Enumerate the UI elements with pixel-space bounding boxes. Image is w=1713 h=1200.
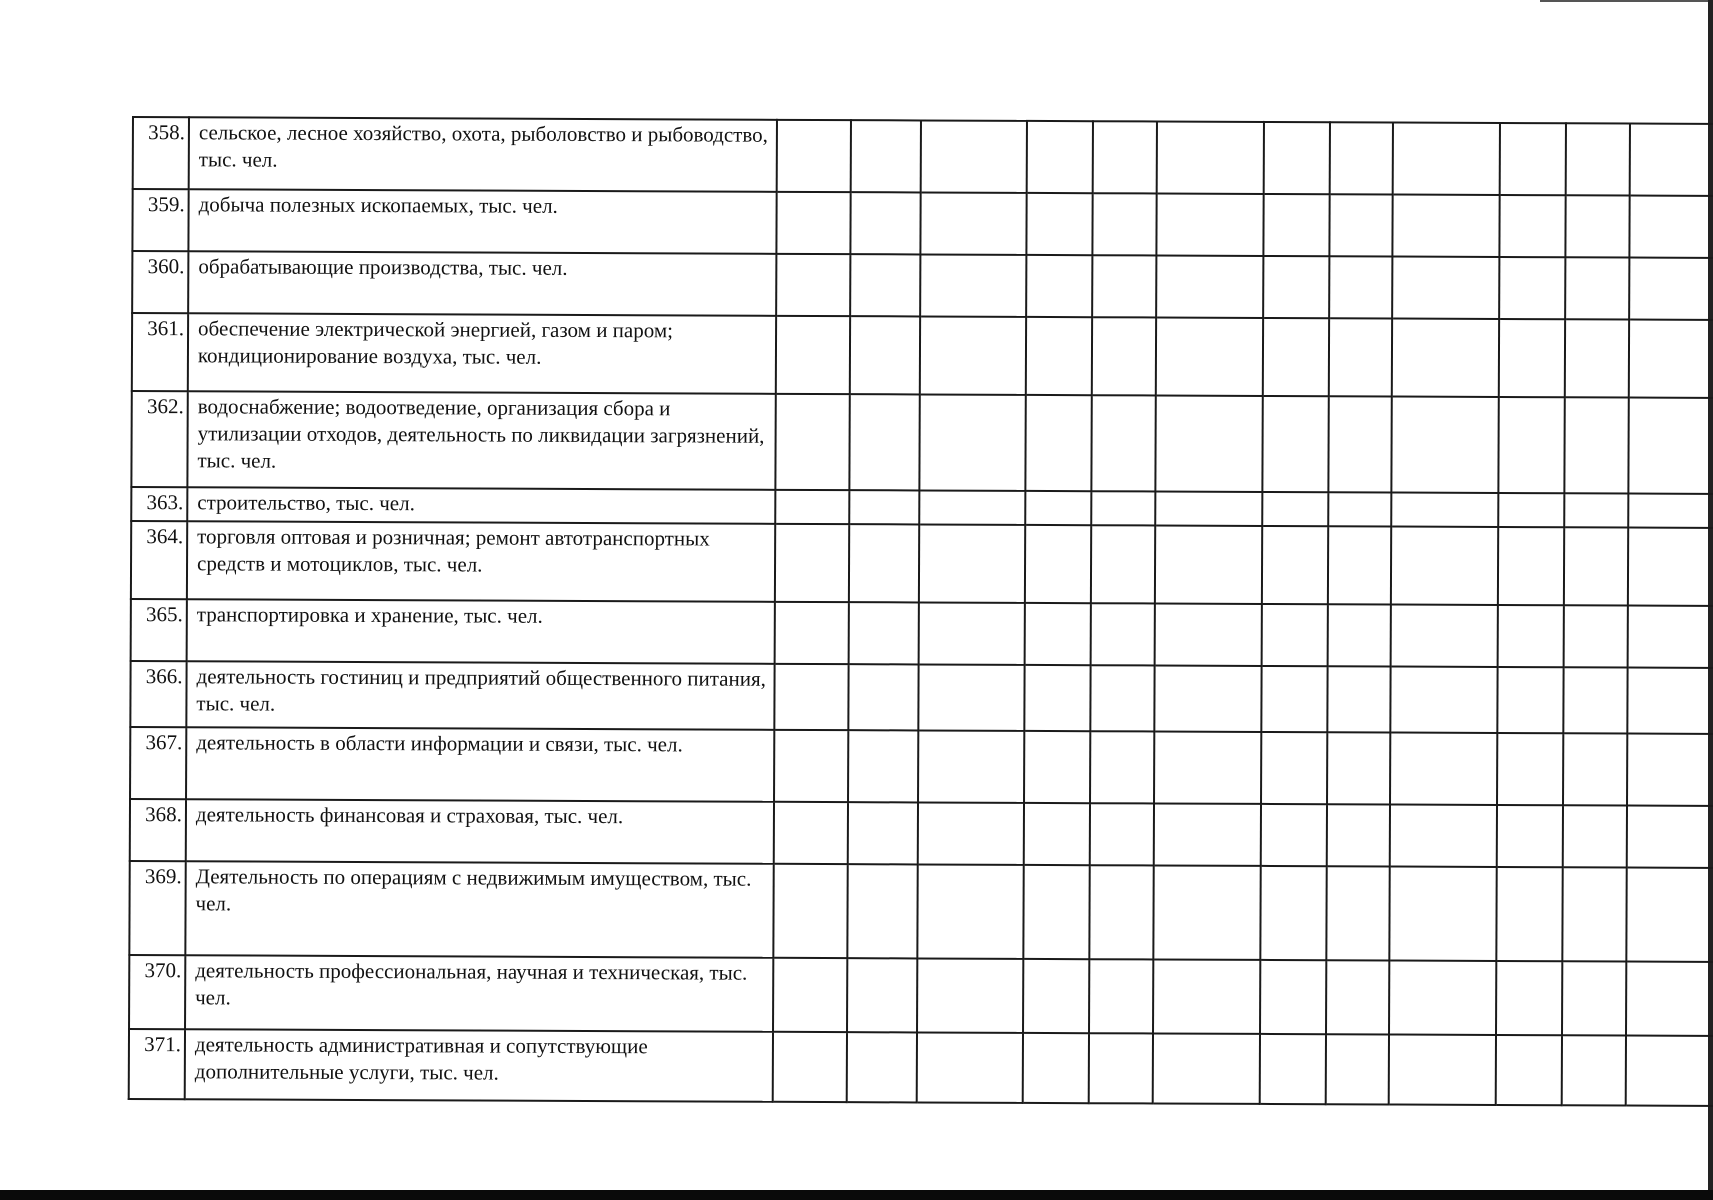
value-cell: [1391, 396, 1498, 492]
value-cell: [1155, 525, 1262, 603]
value-cell: [1563, 805, 1627, 867]
value-cell: [1392, 195, 1499, 257]
value-cell: [775, 602, 849, 664]
value-cell: [1329, 318, 1392, 396]
value-cell: [1627, 668, 1713, 734]
value-cell: [777, 120, 851, 192]
row-number: 359.: [132, 189, 188, 251]
value-cell: [1564, 493, 1628, 527]
table-row: [129, 861, 1713, 962]
value-cell: [850, 254, 920, 316]
value-cell: [1564, 397, 1628, 493]
value-cell: [1089, 959, 1153, 1033]
row-label: деятельность гостиниц и предприятий общественного питания, тыс. чел.: [186, 661, 774, 730]
value-cell: [1092, 255, 1156, 317]
value-cell: [850, 192, 920, 254]
value-cell: [1025, 603, 1091, 665]
value-cell: [773, 1032, 847, 1102]
value-cell: [1628, 528, 1713, 606]
value-cell: [1496, 961, 1562, 1035]
table-row: [129, 1029, 1713, 1106]
value-cell: [921, 120, 1027, 192]
value-cell: [848, 802, 918, 864]
value-cell: [1563, 733, 1627, 805]
row-label: строительство, тыс. чел.: [187, 487, 775, 524]
value-cell: [1627, 806, 1713, 868]
value-cell: [1564, 527, 1628, 605]
value-cell: [917, 864, 1023, 958]
value-cell: [1626, 868, 1713, 962]
value-cell: [1153, 959, 1260, 1033]
value-cell: [1026, 193, 1092, 255]
value-cell: [1328, 492, 1391, 526]
value-cell: [1262, 604, 1328, 666]
value-cell: [1024, 803, 1090, 865]
value-cell: [1157, 121, 1264, 193]
value-cell: [775, 490, 849, 524]
row-label: обрабатывающие производства, тыс. чел.: [188, 251, 776, 316]
value-cell: [847, 864, 917, 958]
value-cell: [849, 490, 919, 524]
value-cell: [919, 394, 1025, 490]
value-cell: [1390, 804, 1497, 866]
value-cell: [1497, 733, 1563, 805]
table-row: [133, 117, 1713, 196]
row-label: деятельность финансовая и страховая, тыс. чел.: [186, 799, 774, 864]
value-cell: [1328, 604, 1391, 666]
value-cell: [1562, 867, 1626, 961]
row-label: водоснабжение; водоотведение, организация сбора и утилизации отходов, деятельность по ликвидации загрязнений, тыс. чел.: [187, 391, 775, 490]
value-cell: [1565, 319, 1629, 397]
value-cell: [775, 394, 849, 490]
row-label: деятельность административная и сопутствующие дополнительные услуги, тыс. чел.: [185, 1029, 773, 1102]
table-row: [130, 799, 1713, 868]
value-cell: [1153, 1033, 1260, 1103]
row-number: 367.: [130, 727, 186, 799]
table-row: [132, 313, 1713, 398]
value-cell: [1566, 123, 1630, 195]
value-cell: [1089, 865, 1153, 959]
value-cell: [917, 1032, 1023, 1102]
scan-edge-bottom: [0, 1190, 1713, 1200]
value-cell: [848, 730, 918, 802]
value-cell: [1262, 492, 1328, 526]
value-cell: [1629, 196, 1713, 258]
row-number: 368.: [130, 799, 186, 861]
value-cell: [1498, 605, 1564, 667]
value-cell: [1154, 665, 1261, 731]
value-cell: [1389, 866, 1496, 960]
value-cell: [918, 664, 1024, 730]
value-cell: [1091, 491, 1155, 525]
row-number: 364.: [131, 521, 187, 599]
value-cell: [1024, 665, 1090, 731]
value-cell: [1498, 527, 1564, 605]
value-cell: [1261, 732, 1327, 804]
value-cell: [919, 602, 1025, 664]
value-cell: [1024, 731, 1090, 803]
row-number: 360.: [132, 251, 188, 313]
value-cell: [919, 524, 1025, 602]
value-cell: [1153, 865, 1260, 959]
table-row: [129, 955, 1713, 1036]
value-cell: [1389, 960, 1496, 1034]
value-cell: [1626, 1036, 1713, 1106]
value-cell: [1562, 1035, 1626, 1105]
scan-edge-top: [1540, 0, 1713, 2]
value-cell: [1156, 193, 1263, 255]
value-cell: [849, 524, 919, 602]
value-cell: [849, 394, 919, 490]
table-row: [131, 521, 1713, 606]
value-cell: [1391, 526, 1498, 604]
value-cell: [920, 254, 1026, 316]
value-cell: [918, 730, 1024, 802]
value-cell: [847, 1032, 917, 1102]
value-cell: [1499, 195, 1565, 257]
value-cell: [1628, 494, 1713, 528]
value-cell: [1025, 395, 1091, 491]
row-number: 358.: [133, 117, 189, 189]
value-cell: [1498, 493, 1564, 527]
value-cell: [776, 192, 850, 254]
table-row: [130, 727, 1713, 806]
value-cell: [1260, 1034, 1326, 1104]
row-label: Деятельность по операциям с недвижимым имуществом, тыс. чел.: [185, 861, 773, 958]
value-cell: [1629, 320, 1713, 398]
value-cell: [1264, 122, 1330, 194]
value-cell: [1565, 195, 1629, 257]
value-cell: [776, 316, 850, 394]
value-cell: [1262, 526, 1328, 604]
value-cell: [1326, 960, 1389, 1034]
row-number: 363.: [131, 487, 187, 521]
value-cell: [1391, 492, 1498, 526]
value-cell: [848, 664, 918, 730]
value-cell: [918, 802, 1024, 864]
value-cell: [1393, 123, 1500, 195]
value-cell: [1093, 121, 1157, 193]
value-cell: [1330, 122, 1393, 194]
row-number: 370.: [129, 955, 185, 1029]
value-cell: [1154, 803, 1261, 865]
value-cell: [1262, 396, 1328, 492]
value-cell: [849, 602, 919, 664]
value-cell: [773, 864, 847, 958]
value-cell: [1156, 317, 1263, 395]
value-cell: [1089, 1033, 1153, 1103]
value-cell: [1025, 491, 1091, 525]
value-cell: [1091, 525, 1155, 603]
value-cell: [919, 490, 1025, 524]
value-cell: [1326, 866, 1389, 960]
value-cell: [1562, 961, 1626, 1035]
value-cell: [1563, 667, 1627, 733]
document-sheet: [128, 116, 1713, 1107]
row-number: 371.: [129, 1029, 185, 1099]
value-cell: [1260, 866, 1326, 960]
value-cell: [1390, 666, 1497, 732]
table-row: [132, 251, 1713, 320]
row-label: деятельность в области информации и связи, тыс. чел.: [186, 727, 774, 802]
value-cell: [1092, 317, 1156, 395]
value-cell: [1498, 397, 1564, 493]
value-cell: [1629, 258, 1713, 320]
row-label: транспортировка и хранение, тыс. чел.: [187, 599, 775, 664]
value-cell: [1090, 731, 1154, 803]
table-row: [131, 599, 1713, 668]
row-number: 362.: [131, 391, 187, 487]
value-cell: [920, 192, 1026, 254]
value-cell: [1155, 395, 1262, 491]
value-cell: [1630, 124, 1713, 196]
value-cell: [1626, 962, 1713, 1036]
value-cell: [1391, 604, 1498, 666]
value-cell: [1497, 805, 1563, 867]
value-cell: [1261, 666, 1327, 732]
value-cell: [1327, 666, 1390, 732]
value-cell: [1329, 194, 1392, 256]
value-cell: [1628, 606, 1713, 668]
value-cell: [776, 254, 850, 316]
row-number: 369.: [129, 861, 185, 955]
value-cell: [1329, 256, 1392, 318]
value-cell: [1091, 603, 1155, 665]
table-row: [132, 189, 1713, 258]
value-cell: [917, 958, 1023, 1032]
value-cell: [1090, 665, 1154, 731]
value-cell: [1261, 804, 1327, 866]
value-cell: [1090, 803, 1154, 865]
value-cell: [1496, 867, 1562, 961]
value-cell: [774, 664, 848, 730]
value-cell: [1023, 959, 1089, 1033]
value-cell: [1500, 123, 1566, 195]
row-label: торговля оптовая и розничная; ремонт автотранспортных средств и мотоциклов, тыс. чел.: [187, 521, 775, 602]
value-cell: [1092, 193, 1156, 255]
value-cell: [1023, 1033, 1089, 1103]
value-cell: [1496, 1035, 1562, 1105]
value-cell: [1154, 731, 1261, 803]
table-row: [130, 661, 1713, 734]
value-cell: [1499, 319, 1565, 397]
value-cell: [1026, 317, 1092, 395]
value-cell: [1327, 732, 1390, 804]
value-cell: [1499, 257, 1565, 319]
row-label: добыча полезных ископаемых, тыс. чел.: [188, 189, 776, 254]
value-cell: [1497, 667, 1563, 733]
value-cell: [1026, 255, 1092, 317]
value-cell: [1023, 865, 1089, 959]
value-cell: [1155, 491, 1262, 525]
value-cell: [920, 316, 1026, 394]
value-cell: [775, 524, 849, 602]
value-cell: [1392, 319, 1499, 397]
row-number: 365.: [131, 599, 187, 661]
value-cell: [1091, 395, 1155, 491]
statistics-table: [128, 116, 1713, 1107]
value-cell: [847, 958, 917, 1032]
value-cell: [850, 316, 920, 394]
value-cell: [1628, 398, 1713, 494]
value-cell: [774, 730, 848, 802]
value-cell: [1263, 194, 1329, 256]
value-cell: [1155, 603, 1262, 665]
value-cell: [1564, 605, 1628, 667]
value-cell: [1627, 734, 1713, 806]
value-cell: [1328, 396, 1391, 492]
row-label: деятельность профессиональная, научная и техническая, тыс. чел.: [185, 955, 773, 1032]
value-cell: [1328, 526, 1391, 604]
value-cell: [1263, 256, 1329, 318]
value-cell: [1327, 804, 1390, 866]
value-cell: [851, 120, 921, 192]
row-label: обеспечение электрической энергией, газом и паром; кондиционирование воздуха, тыс. чел.: [188, 313, 776, 394]
value-cell: [1392, 257, 1499, 319]
value-cell: [1025, 525, 1091, 603]
value-cell: [1326, 1034, 1389, 1104]
value-cell: [1156, 255, 1263, 317]
value-cell: [1027, 121, 1093, 193]
row-label: сельское, лесное хозяйство, охота, рыболовство и рыбоводство, тыс. чел.: [189, 117, 777, 192]
value-cell: [773, 958, 847, 1032]
value-cell: [1389, 1034, 1496, 1104]
value-cell: [1565, 257, 1629, 319]
row-number: 361.: [132, 313, 188, 391]
value-cell: [774, 802, 848, 864]
row-number: 366.: [130, 661, 186, 727]
value-cell: [1260, 960, 1326, 1034]
table-row: [131, 391, 1713, 494]
table-body: [129, 117, 1713, 1106]
value-cell: [1263, 318, 1329, 396]
value-cell: [1390, 732, 1497, 804]
